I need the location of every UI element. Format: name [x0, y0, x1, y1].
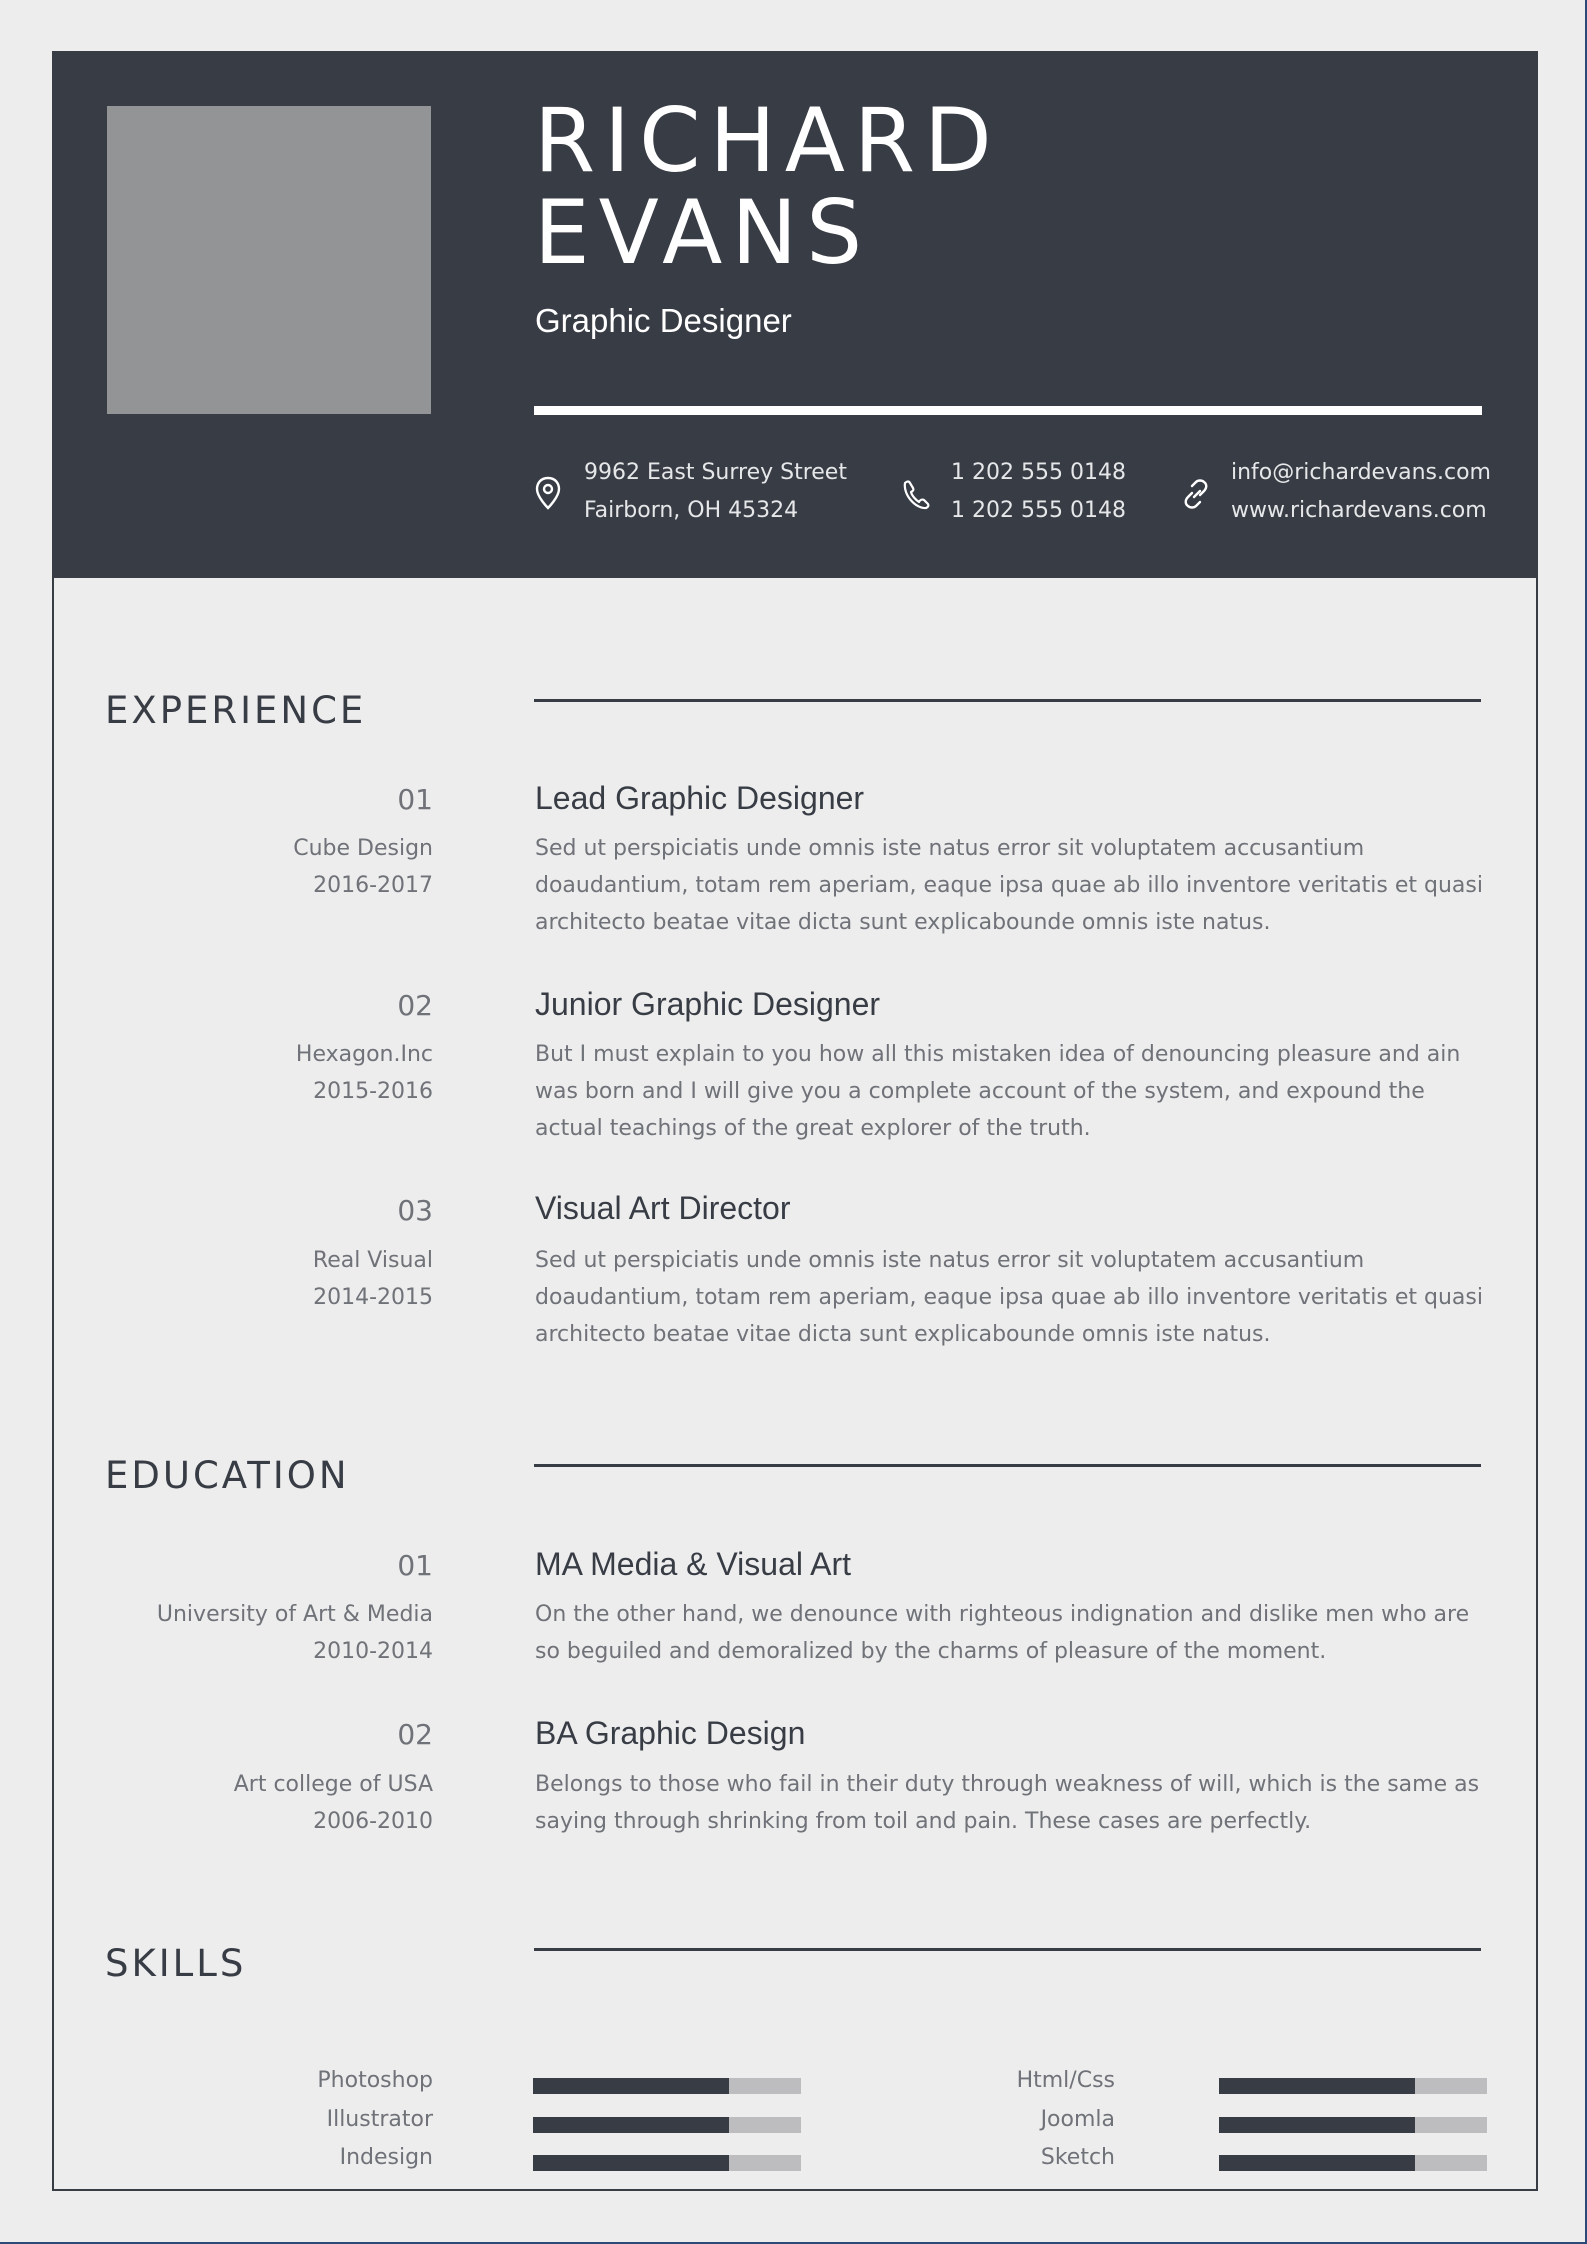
- education-years: 2010-2014: [313, 1639, 433, 1664]
- education-degree: MA Media & Visual Art: [535, 1546, 851, 1582]
- name-last: EVANS: [534, 181, 872, 284]
- experience-company: Cube Design: [293, 836, 433, 861]
- education-description: Belongs to those who fail in their duty through weakness of will, which is the same as saying through shrinking from toil and pain. These cases are perfectly.: [535, 1772, 1480, 1834]
- job-title: Graphic Designer: [535, 302, 792, 339]
- education-school: University of Art & Media: [156, 1602, 433, 1627]
- experience-role: Junior Graphic Designer: [535, 986, 881, 1022]
- skill-bar-fill: [1219, 2078, 1415, 2094]
- skill-bar-fill: [1219, 2155, 1415, 2171]
- name-first: RICHARD: [534, 89, 1001, 192]
- skill-label: Sketch: [1040, 2145, 1115, 2170]
- profile-photo-placeholder: [107, 106, 431, 414]
- skill-label: Indesign: [339, 2145, 433, 2170]
- phone-line-2: 1 202 555 0148: [951, 498, 1126, 523]
- education-description: On the other hand, we denounce with righteous indignation and dislike men who are so beguiled and demoralized by the charms of pleasure of the moment.: [535, 1602, 1470, 1664]
- education-degree: BA Graphic Design: [535, 1715, 806, 1751]
- skill-bar: [533, 2117, 801, 2133]
- education-number: 02: [397, 1718, 433, 1751]
- phone-line-1: 1 202 555 0148: [951, 460, 1126, 485]
- experience-years: 2016-2017: [313, 873, 433, 898]
- experience-description: Sed ut perspiciatis unde omnis iste natus error sit voluptatem accusantium doaudantium, totam rem aperiam, eaque ipsa quae ab illo inventore veritatis et quasi architecto beatae vitae dicta sunt explicabounde omnis iste natus.: [535, 1248, 1483, 1347]
- skills-divider: [534, 1948, 1481, 1951]
- skill-label: Illustrator: [326, 2107, 433, 2132]
- skill-bar: [533, 2078, 801, 2094]
- experience-company: Real Visual: [312, 1248, 433, 1273]
- skill-bar: [1219, 2155, 1487, 2171]
- skill-bar-fill: [533, 2155, 729, 2171]
- experience-number: 03: [397, 1194, 433, 1227]
- skill-bar: [1219, 2117, 1487, 2133]
- skills-heading: SKILLS: [105, 1942, 247, 1985]
- skill-bar-fill: [533, 2078, 729, 2094]
- experience-company: Hexagon.Inc: [295, 1042, 433, 1067]
- email-text: info@richardevans.com: [1231, 460, 1491, 485]
- experience-role: Lead Graphic Designer: [535, 780, 865, 816]
- experience-years: 2014-2015: [313, 1285, 433, 1310]
- experience-number: 02: [397, 989, 433, 1022]
- experience-years: 2015-2016: [313, 1079, 433, 1104]
- education-divider: [534, 1464, 1481, 1467]
- website-text: www.richardevans.com: [1231, 498, 1487, 523]
- skill-label: Photoshop: [317, 2068, 433, 2093]
- skill-label: Html/Css: [1016, 2068, 1115, 2093]
- experience-description: But I must explain to you how all this mistaken idea of denouncing pleasure and ain was born and I will give you a complete account of the system, and expound the actual teachings of the great explorer of the truth.: [535, 1042, 1461, 1141]
- experience-description: Sed ut perspiciatis unde omnis iste natus error sit voluptatem accusantium doaudantium, totam rem aperiam, eaque ipsa quae ab illo inventore veritatis et quasi architecto beatae vitae dicta sunt explicabounde omnis iste natus.: [535, 836, 1483, 935]
- experience-divider: [534, 699, 1481, 702]
- map-pin-icon: [533, 476, 563, 510]
- skill-bar-fill: [1219, 2117, 1415, 2133]
- resume-header: [54, 53, 1536, 578]
- link-icon: [1181, 477, 1211, 511]
- address-line-1: 9962 East Surrey Street: [584, 460, 847, 485]
- skill-bar-fill: [533, 2117, 729, 2133]
- skill-bar: [1219, 2078, 1487, 2094]
- education-heading: EDUCATION: [105, 1454, 350, 1497]
- education-years: 2006-2010: [313, 1809, 433, 1834]
- header-divider: [534, 406, 1482, 415]
- skill-label: Joomla: [1040, 2107, 1115, 2132]
- education-number: 01: [397, 1549, 433, 1582]
- experience-number: 01: [397, 783, 433, 816]
- phone-icon: [900, 477, 930, 511]
- address-line-2: Fairborn, OH 45324: [584, 498, 799, 523]
- experience-heading: EXPERIENCE: [105, 689, 367, 732]
- resume-page: [52, 51, 1538, 2191]
- skill-bar: [533, 2155, 801, 2171]
- experience-role: Visual Art Director: [535, 1190, 791, 1226]
- education-school: Art college of USA: [233, 1772, 433, 1797]
